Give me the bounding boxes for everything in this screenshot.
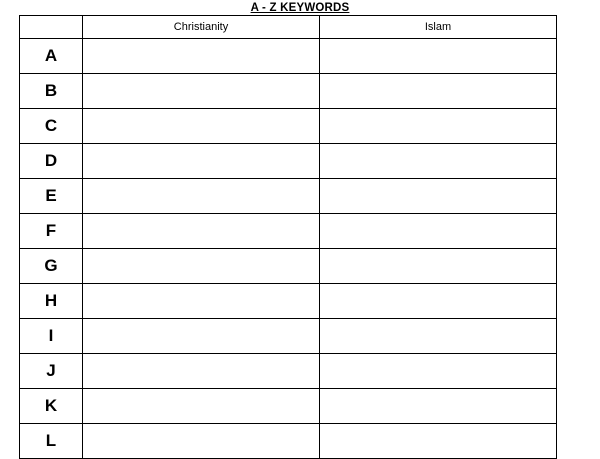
cell-christianity[interactable] bbox=[83, 144, 320, 179]
row-letter: C bbox=[20, 109, 83, 144]
cell-islam[interactable] bbox=[320, 319, 557, 354]
table-row bbox=[20, 39, 557, 74]
row-letter: F bbox=[20, 214, 83, 249]
table-row bbox=[20, 144, 557, 179]
cell-christianity[interactable] bbox=[83, 424, 320, 459]
table-header-row bbox=[20, 16, 557, 39]
row-letter: K bbox=[20, 389, 83, 424]
cell-christianity[interactable] bbox=[83, 319, 320, 354]
table-row bbox=[20, 284, 557, 319]
cell-christianity[interactable] bbox=[83, 179, 320, 214]
table-row bbox=[20, 109, 557, 144]
table-row bbox=[20, 354, 557, 389]
table-row bbox=[20, 214, 557, 249]
cell-islam[interactable] bbox=[320, 424, 557, 459]
cell-islam[interactable] bbox=[320, 74, 557, 109]
cell-islam[interactable] bbox=[320, 144, 557, 179]
row-letter: J bbox=[20, 354, 83, 389]
cell-islam[interactable] bbox=[320, 39, 557, 74]
row-letter: D bbox=[20, 144, 83, 179]
row-letter: G bbox=[20, 249, 83, 284]
cell-islam[interactable] bbox=[320, 249, 557, 284]
column-header-islam: Islam bbox=[320, 16, 557, 39]
cell-christianity[interactable] bbox=[83, 214, 320, 249]
cell-islam[interactable] bbox=[320, 389, 557, 424]
cell-christianity[interactable] bbox=[83, 249, 320, 284]
table-row bbox=[20, 249, 557, 284]
cell-christianity[interactable] bbox=[83, 39, 320, 74]
table-row bbox=[20, 389, 557, 424]
keywords-table-container bbox=[0, 15, 600, 459]
cell-islam[interactable] bbox=[320, 354, 557, 389]
row-letter: B bbox=[20, 74, 83, 109]
table-row bbox=[20, 424, 557, 459]
cell-islam[interactable] bbox=[320, 109, 557, 144]
keywords-table bbox=[19, 15, 557, 459]
cell-christianity[interactable] bbox=[83, 74, 320, 109]
cell-islam[interactable] bbox=[320, 284, 557, 319]
row-letter: L bbox=[20, 424, 83, 459]
cell-christianity[interactable] bbox=[83, 354, 320, 389]
table-corner-cell bbox=[20, 16, 83, 39]
table-row bbox=[20, 319, 557, 354]
cell-christianity[interactable] bbox=[83, 284, 320, 319]
cell-islam[interactable] bbox=[320, 214, 557, 249]
row-letter: H bbox=[20, 284, 83, 319]
column-header-christianity: Christianity bbox=[83, 16, 320, 39]
table-row bbox=[20, 74, 557, 109]
cell-islam[interactable] bbox=[320, 179, 557, 214]
cell-christianity[interactable] bbox=[83, 389, 320, 424]
cell-christianity[interactable] bbox=[83, 109, 320, 144]
page-title: A - Z KEYWORDS bbox=[250, 2, 350, 14]
row-letter: A bbox=[20, 39, 83, 74]
table-row bbox=[20, 179, 557, 214]
row-letter: I bbox=[20, 319, 83, 354]
row-letter: E bbox=[20, 179, 83, 214]
